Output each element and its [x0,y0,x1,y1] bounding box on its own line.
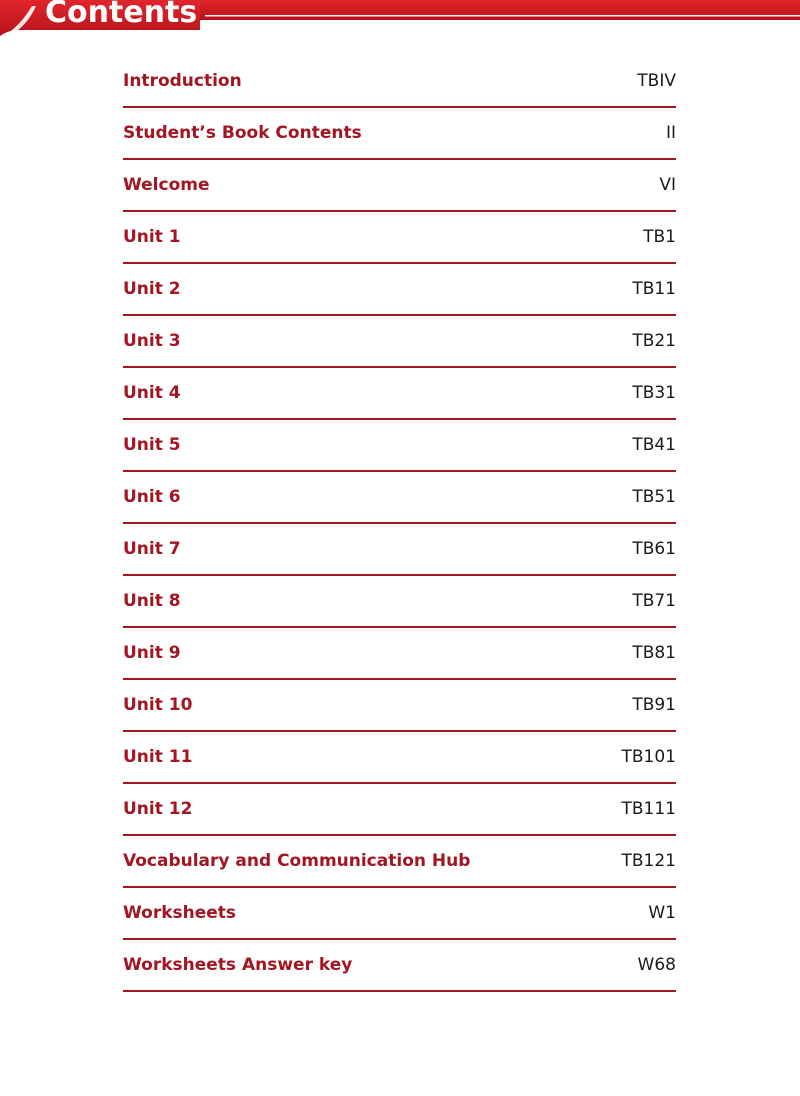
toc-entry-page: TB101 [621,747,676,767]
toc-entry[interactable] [123,888,676,940]
toc-entry-page: TB1 [643,227,676,247]
toc-entry[interactable] [123,472,676,524]
toc-entry-page: TB121 [621,851,676,871]
toc-entry[interactable] [123,680,676,732]
table-of-contents [123,56,676,992]
toc-entry-page: TB81 [632,643,676,663]
toc-entry-label: Introduction [123,71,242,91]
toc-entry-label: Unit 6 [123,487,181,507]
toc-entry-page: W1 [648,903,676,923]
toc-entry[interactable] [123,420,676,472]
toc-entry[interactable] [123,56,676,108]
toc-entry-label: Vocabulary and Communication Hub [123,851,471,871]
toc-entry[interactable] [123,160,676,212]
page-title: Contents [45,0,198,30]
toc-entry-label: Unit 5 [123,435,181,455]
toc-entry-label: Worksheets [123,903,237,923]
toc-entry[interactable] [123,836,676,888]
toc-entry-page: TB31 [632,383,676,403]
toc-entry-label: Unit 3 [123,331,181,351]
toc-entry-page: VI [659,175,676,195]
toc-entry-page: TB11 [632,279,676,299]
toc-entry-label: Welcome [123,175,210,195]
toc-entry[interactable] [123,524,676,576]
toc-entry-page: TB21 [632,331,676,351]
toc-entry[interactable] [123,108,676,160]
toc-entry-page: TB91 [632,695,676,715]
toc-entry-page: TB61 [632,539,676,559]
toc-entry-label: Unit 7 [123,539,181,559]
toc-entry[interactable] [123,940,676,992]
toc-entry-label: Student’s Book Contents [123,123,362,143]
toc-entry[interactable] [123,368,676,420]
toc-entry-label: Unit 4 [123,383,181,403]
toc-entry[interactable] [123,732,676,784]
toc-entry-page: W68 [637,955,676,975]
toc-entry[interactable] [123,212,676,264]
toc-entry-label: Unit 2 [123,279,181,299]
toc-entry-page: TB51 [632,487,676,507]
toc-entry[interactable] [123,784,676,836]
toc-entry[interactable] [123,576,676,628]
toc-entry-page: TB111 [621,799,676,819]
toc-entry-page: TB41 [632,435,676,455]
toc-entry-label: Unit 10 [123,695,193,715]
toc-entry-label: Unit 11 [123,747,193,767]
toc-entry-label: Worksheets Answer key [123,955,353,975]
toc-entry-label: Unit 12 [123,799,193,819]
toc-entry-label: Unit 1 [123,227,181,247]
contents-header [0,0,800,40]
toc-entry[interactable] [123,628,676,680]
toc-entry[interactable] [123,264,676,316]
toc-entry-page: TBIV [637,71,676,91]
toc-entry-label: Unit 9 [123,643,181,663]
toc-entry-label: Unit 8 [123,591,181,611]
toc-entry-page: TB71 [632,591,676,611]
toc-entry-page: II [665,123,676,143]
toc-entry[interactable] [123,316,676,368]
